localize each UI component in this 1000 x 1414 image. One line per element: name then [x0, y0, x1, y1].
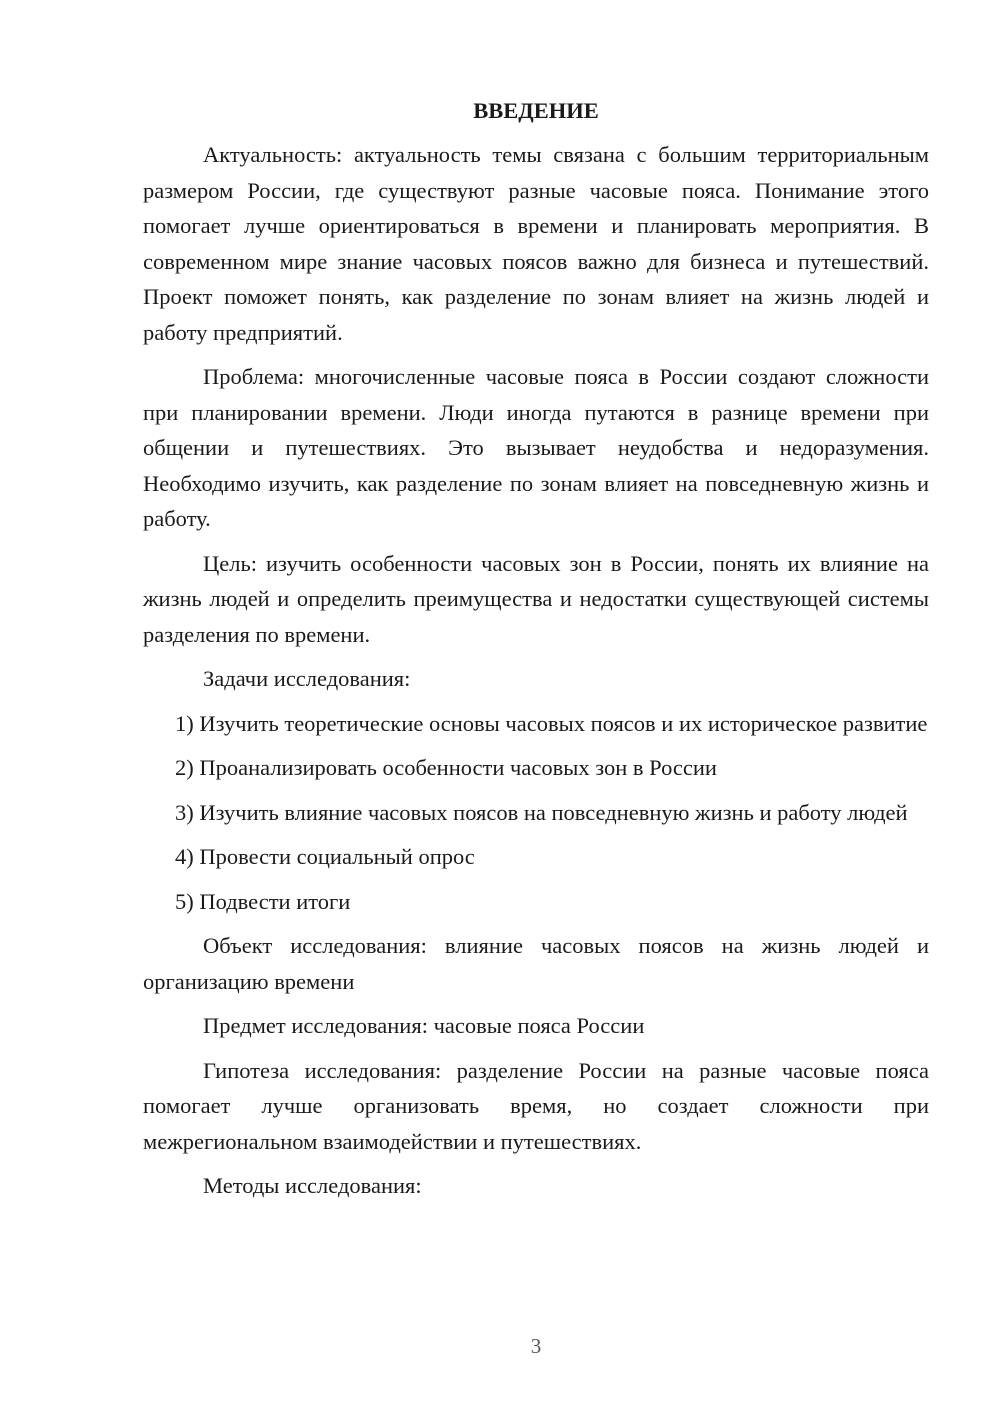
- hypothesis-paragraph: Гипотеза исследования: разделение России на разные часовые пояса помогает лучше организовать время, но создает сложности при межрегиональном взаимодействии и путешествиях.: [143, 1057, 929, 1154]
- page-number: 3: [530, 1334, 542, 1358]
- task-item: 4) Провести социальный опрос: [175, 844, 475, 869]
- goal-paragraph: Цель: изучить особенности часовых зон в России, понять их влияние на жизнь людей и определить преимущества и недостатки существующей системы разделения по времени.: [143, 550, 929, 647]
- methods-heading: Методы исследования:: [203, 1173, 422, 1198]
- task-item: 3) Изучить влияние часовых поясов на повседневную жизнь и работу людей: [175, 799, 908, 825]
- section-title: ВВЕДЕНИЕ: [473, 98, 599, 123]
- task-item: 1) Изучить теоретические основы часовых поясов и их историческое развитие: [175, 710, 928, 736]
- task-item: 5) Подвести итоги: [175, 888, 351, 914]
- problem-paragraph: Проблема: многочисленные часовые пояса в России создают сложности при планировании времени. Люди иногда путаются в разнице времени при общении и путешествиях. Это вызывает неудобства и недоразумения. Необходимо изучить, как разделение по зонам влияет на повседневную жизнь и работу.: [143, 364, 929, 531]
- object-paragraph: Объект исследования: влияние часовых поясов на жизнь людей и организацию времени: [143, 933, 929, 994]
- document-page: [143, 93, 929, 1204]
- relevance-paragraph: Актуальность: актуальность темы связана с большим территориальным размером России, где существуют разные часовые пояса. Понимание этого помогает лучше ориентироваться в времени и планировать мероприятия. В современном мире знание часовых поясов важно для бизнеса и путешествий. Проект поможет понять, как разделение по зонам влияет на жизнь людей и работу предприятий.: [143, 142, 929, 345]
- task-item: 2) Проанализировать особенности часовых зон в России: [175, 755, 717, 780]
- tasks-heading: Задачи исследования:: [203, 666, 411, 691]
- subject-paragraph: Предмет исследования: часовые пояса России: [203, 1013, 645, 1038]
